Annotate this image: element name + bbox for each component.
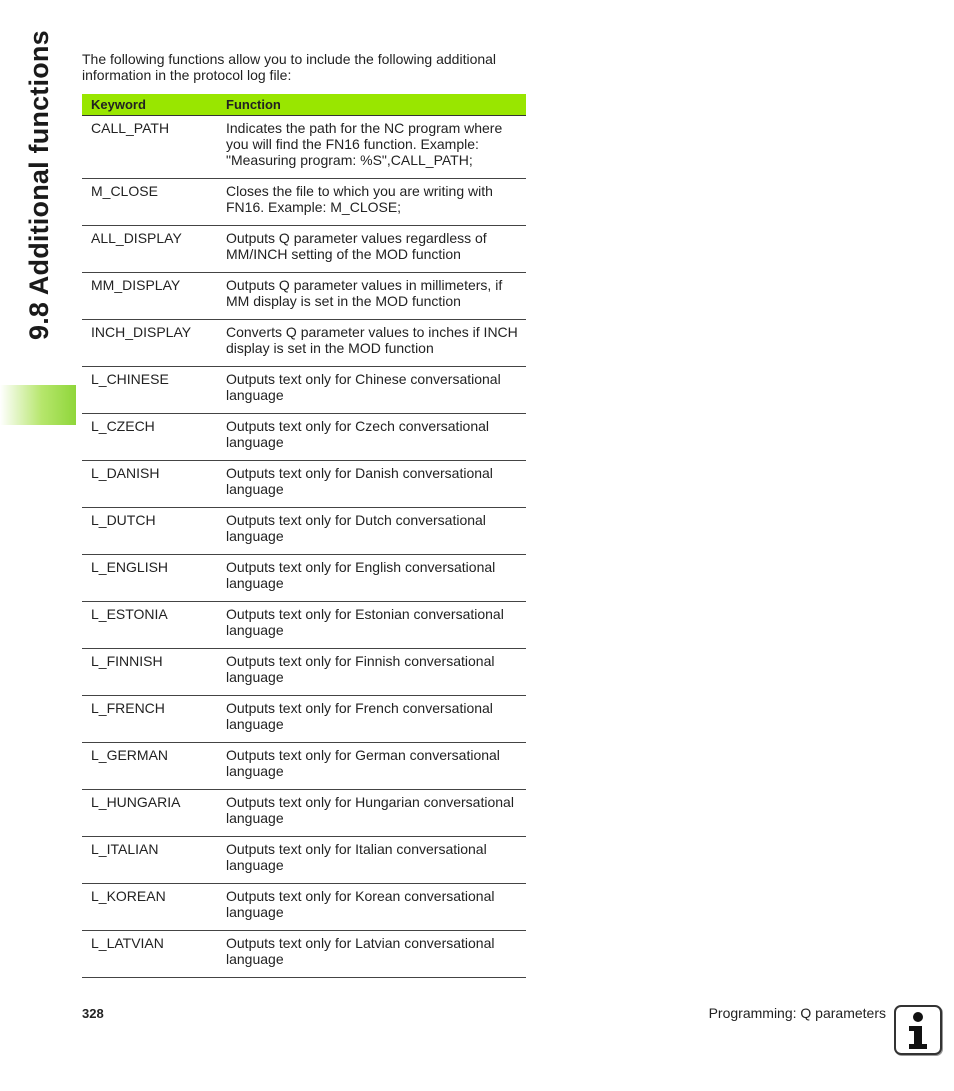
keyword-cell: L_FRENCH: [82, 696, 217, 743]
function-cell: Outputs text only for Korean conversational language: [217, 884, 526, 931]
header-function: Function: [217, 94, 526, 116]
keyword-cell: MM_DISPLAY: [82, 273, 217, 320]
chapter-title: Programming: Q parameters: [708, 1005, 886, 1021]
table-row: [82, 743, 526, 790]
keyword-table: [82, 94, 526, 978]
function-cell: Outputs text only for German conversational language: [217, 743, 526, 790]
keyword-cell: L_FINNISH: [82, 649, 217, 696]
section-title: 9.8 Additional functions: [24, 30, 54, 340]
keyword-cell: CALL_PATH: [82, 116, 217, 179]
keyword-cell: L_GERMAN: [82, 743, 217, 790]
keyword-cell: ALL_DISPLAY: [82, 226, 217, 273]
keyword-cell: M_CLOSE: [82, 179, 217, 226]
function-cell: Outputs text only for Finnish conversational language: [217, 649, 526, 696]
info-glyph-icon: [896, 1007, 940, 1053]
table-header-row: [82, 94, 526, 116]
table-row: [82, 790, 526, 837]
table-row: [82, 602, 526, 649]
function-cell: Outputs text only for Czech conversational language: [217, 414, 526, 461]
function-cell: Converts Q parameter values to inches if INCH display is set in the MOD function: [217, 320, 526, 367]
function-cell: Outputs text only for Danish conversational language: [217, 461, 526, 508]
table-row: [82, 116, 526, 179]
table-row: [82, 320, 526, 367]
table-row: [82, 179, 526, 226]
table-row: [82, 367, 526, 414]
table-row: [82, 837, 526, 884]
keyword-cell: L_HUNGARIA: [82, 790, 217, 837]
keyword-cell: L_ESTONIA: [82, 602, 217, 649]
chapter-tab-marker: [0, 385, 76, 425]
function-cell: Outputs Q parameter values regardless of MM/INCH setting of the MOD function: [217, 226, 526, 273]
function-cell: Outputs text only for Hungarian conversational language: [217, 790, 526, 837]
table-row: [82, 696, 526, 743]
header-keyword: Keyword: [82, 94, 217, 116]
intro-paragraph: The following functions allow you to include the following additional information in the protocol log file:: [82, 51, 497, 83]
function-cell: Outputs text only for French conversational language: [217, 696, 526, 743]
table-row: [82, 226, 526, 273]
function-cell: Closes the file to which you are writing with FN16. Example: M_CLOSE;: [217, 179, 526, 226]
keyword-cell: INCH_DISPLAY: [82, 320, 217, 367]
table-row: [82, 461, 526, 508]
function-cell: Outputs text only for Chinese conversational language: [217, 367, 526, 414]
table-row: [82, 649, 526, 696]
keyword-cell: L_DUTCH: [82, 508, 217, 555]
keyword-cell: L_KOREAN: [82, 884, 217, 931]
keyword-cell: L_ITALIAN: [82, 837, 217, 884]
table-row: [82, 508, 526, 555]
keyword-cell: L_CHINESE: [82, 367, 217, 414]
page-number: 328: [82, 1006, 104, 1021]
keyword-cell: L_LATVIAN: [82, 931, 217, 978]
function-cell: Outputs text only for Italian conversational language: [217, 837, 526, 884]
table-row: [82, 931, 526, 978]
table-row: [82, 273, 526, 320]
function-cell: Outputs text only for English conversational language: [217, 555, 526, 602]
function-cell: Indicates the path for the NC program where you will find the FN16 function. Example: "Measuring program: %S",CALL_PATH;: [217, 116, 526, 179]
keyword-cell: L_DANISH: [82, 461, 217, 508]
function-cell: Outputs text only for Estonian conversational language: [217, 602, 526, 649]
function-cell: Outputs text only for Latvian conversational language: [217, 931, 526, 978]
info-icon: [894, 1005, 942, 1055]
keyword-cell: L_ENGLISH: [82, 555, 217, 602]
table-row: [82, 884, 526, 931]
keyword-cell: L_CZECH: [82, 414, 217, 461]
table-row: [82, 555, 526, 602]
table-row: [82, 414, 526, 461]
function-cell: Outputs Q parameter values in millimeters, if MM display is set in the MOD function: [217, 273, 526, 320]
function-cell: Outputs text only for Dutch conversational language: [217, 508, 526, 555]
